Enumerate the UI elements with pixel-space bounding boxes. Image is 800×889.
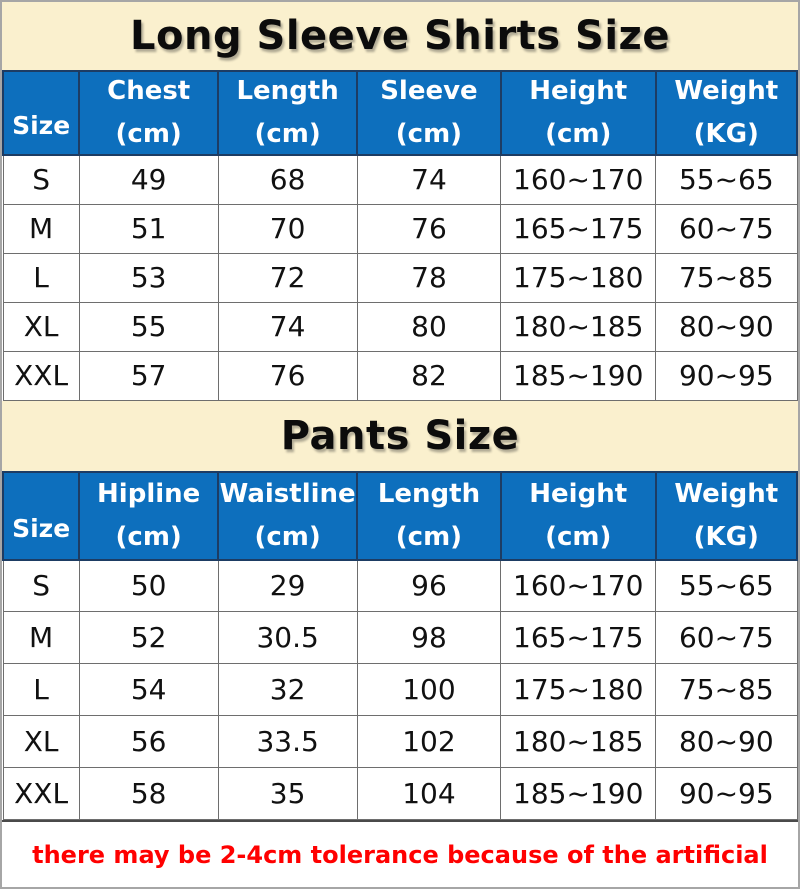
header-cell-height: Height (cm) — [501, 71, 656, 155]
value-cell: 80~90 — [656, 716, 797, 768]
value-cell: 35 — [218, 768, 357, 820]
value-cell: 74 — [218, 302, 357, 351]
header-cell-chest: Chest (cm) — [79, 71, 218, 155]
value-cell: 90~95 — [656, 768, 797, 820]
value-cell: 56 — [79, 716, 218, 768]
value-cell: 160~170 — [501, 155, 656, 204]
header-cell-weight: Weight (KG) — [656, 472, 797, 560]
header-cell-length: Length (cm) — [218, 71, 357, 155]
size-cell: S — [3, 155, 79, 204]
value-cell: 82 — [357, 351, 501, 400]
pants-table-row — [3, 560, 797, 612]
size-cell: M — [3, 612, 79, 664]
header-cell-waistline: Waistline (cm) — [218, 472, 357, 560]
shirts-table-row — [3, 302, 797, 351]
tolerance-note-bar — [2, 820, 798, 887]
value-cell: 70 — [218, 204, 357, 253]
tolerance-note: there may be 2-4cm tolerance because of the artificial — [32, 840, 768, 869]
value-cell: 55~65 — [656, 155, 797, 204]
value-cell: 49 — [79, 155, 218, 204]
value-cell: 55 — [79, 302, 218, 351]
value-cell: 60~75 — [656, 612, 797, 664]
pants-title-bar — [2, 401, 798, 471]
value-cell: 72 — [218, 253, 357, 302]
value-cell: 96 — [357, 560, 501, 612]
pants-table-row — [3, 716, 797, 768]
value-cell: 60~75 — [656, 204, 797, 253]
shirts-table-row — [3, 351, 797, 400]
header-cell-size: Size — [3, 71, 79, 155]
header-cell-height: Height (cm) — [501, 472, 656, 560]
value-cell: 104 — [357, 768, 501, 820]
value-cell: 68 — [218, 155, 357, 204]
value-cell: 180~185 — [501, 716, 656, 768]
value-cell: 55~65 — [656, 560, 797, 612]
value-cell: 100 — [357, 664, 501, 716]
value-cell: 175~180 — [501, 664, 656, 716]
value-cell: 30.5 — [218, 612, 357, 664]
value-cell: 57 — [79, 351, 218, 400]
size-cell: L — [3, 664, 79, 716]
value-cell: 75~85 — [656, 664, 797, 716]
size-cell: XXL — [3, 351, 79, 400]
value-cell: 165~175 — [501, 612, 656, 664]
size-cell: XL — [3, 716, 79, 768]
shirts-title: Long Sleeve Shirts Size — [130, 13, 670, 59]
value-cell: 165~175 — [501, 204, 656, 253]
value-cell: 76 — [218, 351, 357, 400]
value-cell: 180~185 — [501, 302, 656, 351]
header-cell-sleeve: Sleeve (cm) — [357, 71, 501, 155]
value-cell: 160~170 — [501, 560, 656, 612]
pants-header-row — [3, 472, 797, 560]
header-cell-weight: Weight (KG) — [656, 71, 797, 155]
value-cell: 53 — [79, 253, 218, 302]
header-cell-size: Size — [3, 472, 79, 560]
shirts-title-bar — [2, 2, 798, 70]
pants-table-row — [3, 768, 797, 820]
value-cell: 52 — [79, 612, 218, 664]
value-cell: 90~95 — [656, 351, 797, 400]
size-cell: XL — [3, 302, 79, 351]
pants-title: Pants Size — [280, 412, 520, 459]
size-cell: M — [3, 204, 79, 253]
value-cell: 102 — [357, 716, 501, 768]
header-cell-length: Length (cm) — [357, 472, 501, 560]
value-cell: 51 — [79, 204, 218, 253]
value-cell: 98 — [357, 612, 501, 664]
pants-table-row — [3, 612, 797, 664]
size-cell: L — [3, 253, 79, 302]
shirts-table-row — [3, 155, 797, 204]
pants-size-table — [2, 471, 798, 821]
value-cell: 33.5 — [218, 716, 357, 768]
shirts-table-row — [3, 204, 797, 253]
value-cell: 75~85 — [656, 253, 797, 302]
value-cell: 76 — [357, 204, 501, 253]
value-cell: 185~190 — [501, 351, 656, 400]
pants-table-row — [3, 664, 797, 716]
value-cell: 29 — [218, 560, 357, 612]
value-cell: 58 — [79, 768, 218, 820]
header-cell-hipline: Hipline (cm) — [79, 472, 218, 560]
size-cell: S — [3, 560, 79, 612]
shirts-table-row — [3, 253, 797, 302]
value-cell: 54 — [79, 664, 218, 716]
value-cell: 78 — [357, 253, 501, 302]
value-cell: 80~90 — [656, 302, 797, 351]
value-cell: 175~180 — [501, 253, 656, 302]
value-cell: 80 — [357, 302, 501, 351]
value-cell: 32 — [218, 664, 357, 716]
shirts-size-table — [2, 70, 798, 401]
size-cell: XXL — [3, 768, 79, 820]
shirts-header-row — [3, 71, 797, 155]
value-cell: 50 — [79, 560, 218, 612]
value-cell: 74 — [357, 155, 501, 204]
value-cell: 185~190 — [501, 768, 656, 820]
